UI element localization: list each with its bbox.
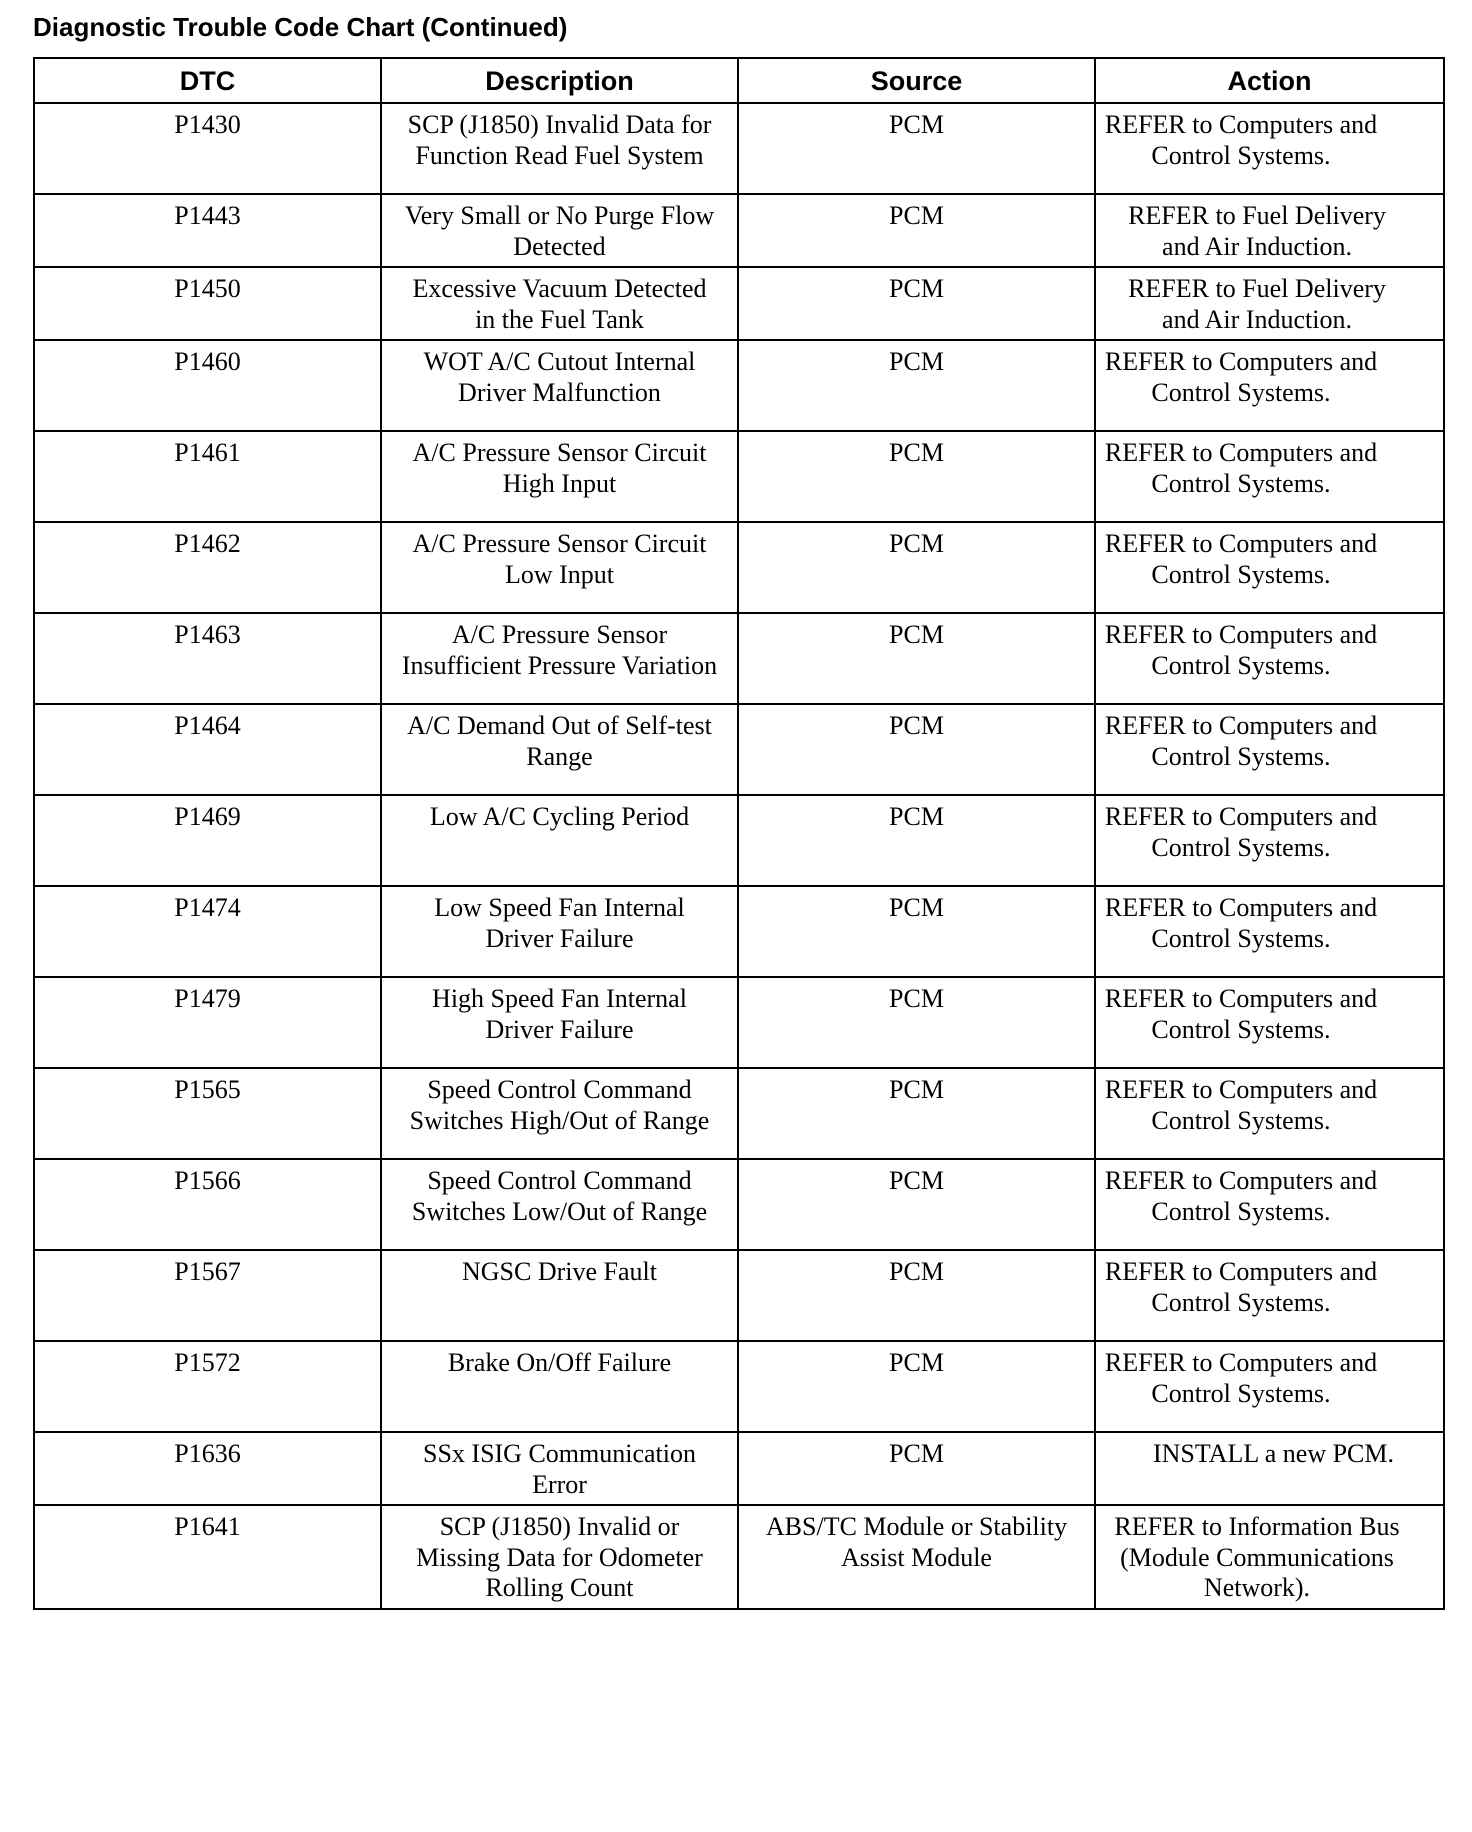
description-cell	[381, 613, 738, 704]
table-row	[34, 267, 1444, 340]
source-cell-text: PCM	[889, 110, 944, 139]
table-row	[34, 194, 1444, 267]
dtc-code-cell-text: P1474	[174, 893, 241, 922]
action-cell	[1095, 1250, 1444, 1341]
action-cell	[1095, 1505, 1444, 1609]
action-cell-text: REFER to Computers and Control Systems.	[1104, 802, 1378, 862]
dtc-code-cell-text: P1479	[174, 984, 241, 1013]
dtc-code-cell	[34, 704, 381, 795]
action-cell	[1095, 522, 1444, 613]
action-cell	[1095, 431, 1444, 522]
description-cell-text: Speed Control Command Switches Low/Out of Range	[411, 1166, 708, 1226]
action-cell-text: REFER to Information Bus (Module Communications Network).	[1114, 1512, 1400, 1602]
table-header-row	[34, 58, 1444, 103]
dtc-code-cell	[34, 1068, 381, 1159]
description-cell	[381, 522, 738, 613]
action-cell-text: REFER to Computers and Control Systems.	[1104, 1166, 1378, 1226]
column-header-action: Action	[1095, 58, 1444, 103]
table-row	[34, 1250, 1444, 1341]
description-cell	[381, 431, 738, 522]
action-cell	[1095, 267, 1444, 340]
dtc-code-cell	[34, 103, 381, 194]
source-cell	[738, 1341, 1095, 1432]
table-body	[34, 103, 1444, 1609]
dtc-code-cell	[34, 886, 381, 977]
description-cell	[381, 194, 738, 267]
source-cell-text: PCM	[889, 347, 944, 376]
table-row	[34, 1341, 1444, 1432]
source-cell	[738, 1068, 1095, 1159]
source-cell	[738, 1250, 1095, 1341]
source-cell	[738, 977, 1095, 1068]
source-cell-text: PCM	[889, 1439, 944, 1468]
action-cell-text: REFER to Fuel Delivery and Air Induction.	[1128, 274, 1386, 334]
source-cell-text: PCM	[889, 1257, 944, 1286]
dtc-code-cell	[34, 1250, 381, 1341]
description-cell-text: A/C Pressure Sensor Circuit Low Input	[412, 529, 707, 589]
source-cell-text: PCM	[889, 201, 944, 230]
description-cell-text: Brake On/Off Failure	[447, 1348, 672, 1377]
dtc-code-cell	[34, 194, 381, 267]
description-cell	[381, 1159, 738, 1250]
action-cell-text: REFER to Computers and Control Systems.	[1104, 110, 1378, 170]
source-cell-text: PCM	[889, 802, 944, 831]
source-cell-text: PCM	[889, 1348, 944, 1377]
source-cell-text: ABS/TC Module or Stability Assist Module	[765, 1512, 1068, 1572]
dtc-code-cell	[34, 1159, 381, 1250]
action-cell	[1095, 1341, 1444, 1432]
source-cell	[738, 103, 1095, 194]
dtc-code-cell-text: P1572	[174, 1348, 241, 1377]
table-row	[34, 1068, 1444, 1159]
dtc-code-cell-text: P1463	[174, 620, 241, 649]
description-cell-text: A/C Pressure Sensor Circuit High Input	[412, 438, 707, 498]
dtc-code-cell-text: P1430	[174, 110, 241, 139]
table-row	[34, 340, 1444, 431]
source-cell-text: PCM	[889, 893, 944, 922]
action-cell	[1095, 613, 1444, 704]
source-cell-text: PCM	[889, 620, 944, 649]
description-cell	[381, 886, 738, 977]
source-cell-text: PCM	[889, 1075, 944, 1104]
action-cell-text: REFER to Fuel Delivery and Air Induction.	[1128, 201, 1386, 261]
source-cell	[738, 1159, 1095, 1250]
dtc-code-cell-text: P1462	[174, 529, 241, 558]
description-cell-text: High Speed Fan Internal Driver Failure	[432, 984, 687, 1044]
description-cell-text: SCP (J1850) Invalid Data for Function Read Fuel System	[407, 110, 712, 170]
dtc-code-cell-text: P1566	[174, 1166, 241, 1195]
dtc-code-cell	[34, 1341, 381, 1432]
table-row	[34, 1432, 1444, 1505]
description-cell-text: SCP (J1850) Invalid or Missing Data for Odometer Rolling Count	[416, 1512, 703, 1602]
source-cell	[738, 522, 1095, 613]
action-cell-text: REFER to Computers and Control Systems.	[1104, 438, 1378, 498]
table-row	[34, 886, 1444, 977]
action-cell	[1095, 194, 1444, 267]
action-cell	[1095, 103, 1444, 194]
source-cell-text: PCM	[889, 984, 944, 1013]
source-cell	[738, 340, 1095, 431]
table-row	[34, 704, 1444, 795]
dtc-code-cell-text: P1641	[174, 1512, 241, 1541]
dtc-table	[33, 57, 1445, 1610]
description-cell-text: Low A/C Cycling Period	[429, 802, 690, 831]
column-header-description: Description	[381, 58, 738, 103]
description-cell	[381, 704, 738, 795]
dtc-code-cell-text: P1450	[174, 274, 241, 303]
action-cell	[1095, 795, 1444, 886]
dtc-code-cell-text: P1636	[174, 1439, 241, 1468]
description-cell	[381, 1068, 738, 1159]
action-cell-text: REFER to Computers and Control Systems.	[1104, 347, 1378, 407]
action-cell-text: REFER to Computers and Control Systems.	[1104, 711, 1378, 771]
source-cell-text: PCM	[889, 529, 944, 558]
action-cell-text: REFER to Computers and Control Systems.	[1104, 893, 1378, 953]
source-cell-text: PCM	[889, 438, 944, 467]
description-cell	[381, 795, 738, 886]
description-cell-text: Very Small or No Purge Flow Detected	[404, 201, 715, 261]
description-cell	[381, 1250, 738, 1341]
dtc-code-cell	[34, 431, 381, 522]
description-cell	[381, 340, 738, 431]
action-cell-text: REFER to Computers and Control Systems.	[1104, 1348, 1378, 1408]
dtc-code-cell	[34, 795, 381, 886]
action-cell	[1095, 977, 1444, 1068]
action-cell	[1095, 886, 1444, 977]
dtc-code-cell	[34, 1432, 381, 1505]
description-cell	[381, 1341, 738, 1432]
table-row	[34, 103, 1444, 194]
description-cell	[381, 1505, 738, 1609]
action-cell-text: INSTALL a new PCM.	[1152, 1439, 1395, 1468]
table-row	[34, 977, 1444, 1068]
action-cell	[1095, 340, 1444, 431]
description-cell-text: Speed Control Command Switches High/Out of Range	[409, 1075, 710, 1135]
source-cell	[738, 194, 1095, 267]
column-header-dtc: DTC	[34, 58, 381, 103]
dtc-code-cell-text: P1443	[174, 201, 241, 230]
description-cell-text: Low Speed Fan Internal Driver Failure	[434, 893, 685, 953]
description-cell	[381, 103, 738, 194]
source-cell	[738, 431, 1095, 522]
source-cell	[738, 704, 1095, 795]
dtc-code-cell-text: P1460	[174, 347, 241, 376]
dtc-code-cell	[34, 340, 381, 431]
table-row	[34, 613, 1444, 704]
source-cell-text: PCM	[889, 274, 944, 303]
action-cell	[1095, 1159, 1444, 1250]
source-cell	[738, 613, 1095, 704]
description-cell-text: SSx ISIG Communication Error	[422, 1439, 696, 1499]
source-cell	[738, 267, 1095, 340]
source-cell	[738, 1432, 1095, 1505]
description-cell-text: Excessive Vacuum Detected in the Fuel Tank	[412, 274, 707, 334]
description-cell	[381, 267, 738, 340]
description-cell-text: NGSC Drive Fault	[462, 1257, 657, 1286]
action-cell-text: REFER to Computers and Control Systems.	[1104, 1075, 1378, 1135]
dtc-code-cell	[34, 267, 381, 340]
dtc-code-cell-text: P1567	[174, 1257, 241, 1286]
description-cell	[381, 1432, 738, 1505]
source-cell-text: PCM	[889, 711, 944, 740]
action-cell	[1095, 704, 1444, 795]
dtc-code-cell-text: P1461	[174, 438, 241, 467]
description-cell	[381, 977, 738, 1068]
source-cell	[738, 1505, 1095, 1609]
action-cell-text: REFER to Computers and Control Systems.	[1104, 1257, 1378, 1317]
dtc-code-cell	[34, 977, 381, 1068]
dtc-code-cell	[34, 613, 381, 704]
dtc-code-cell	[34, 1505, 381, 1609]
action-cell-text: REFER to Computers and Control Systems.	[1104, 984, 1378, 1044]
source-cell	[738, 886, 1095, 977]
description-cell-text: A/C Demand Out of Self-test Range	[407, 711, 712, 771]
table-row	[34, 522, 1444, 613]
dtc-code-cell-text: P1464	[174, 711, 241, 740]
table-row	[34, 431, 1444, 522]
page-title: Diagnostic Trouble Code Chart (Continued)	[33, 12, 568, 42]
action-cell	[1095, 1432, 1444, 1505]
dtc-code-cell-text: P1565	[174, 1075, 241, 1104]
action-cell-text: REFER to Computers and Control Systems.	[1104, 529, 1378, 589]
action-cell	[1095, 1068, 1444, 1159]
action-cell-text: REFER to Computers and Control Systems.	[1104, 620, 1378, 680]
description-cell-text: WOT A/C Cutout Internal Driver Malfunction	[423, 347, 696, 407]
dtc-code-cell	[34, 522, 381, 613]
table-row	[34, 1505, 1444, 1609]
table-row	[34, 1159, 1444, 1250]
source-cell-text: PCM	[889, 1166, 944, 1195]
table-row	[34, 795, 1444, 886]
dtc-code-cell-text: P1469	[174, 802, 241, 831]
source-cell	[738, 795, 1095, 886]
column-header-source: Source	[738, 58, 1095, 103]
description-cell-text: A/C Pressure Sensor Insufficient Pressure Variation	[401, 620, 718, 680]
